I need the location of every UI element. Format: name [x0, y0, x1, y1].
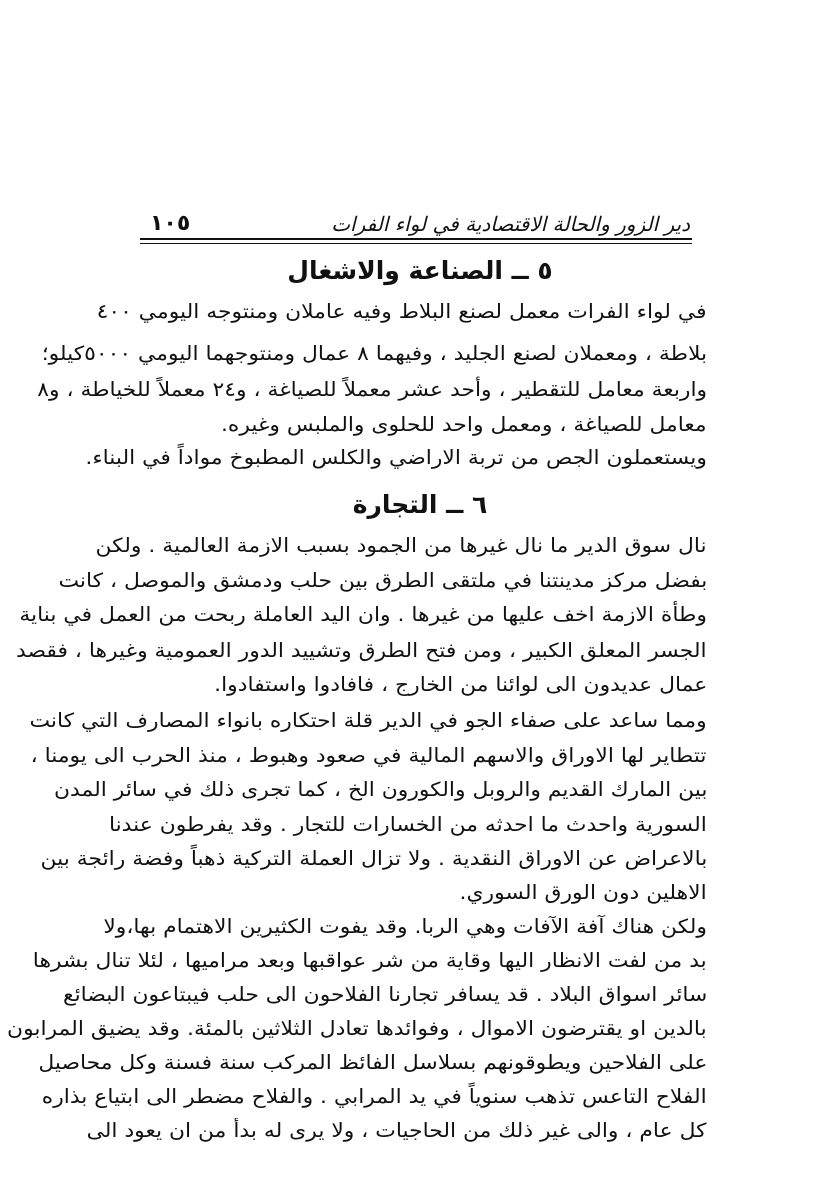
section-heading-commerce: ٦ ــ التجارة: [352, 490, 488, 519]
paragraph-line: ولكن هناك آفة الآفات وهي الربا. وقد يفوت الكثيرين الاهتمام بها،ولا: [103, 915, 707, 938]
paragraph-line: وطأة الازمة اخف عليها من غيرها . وان اليد العاملة ربحت من العمل في بناية: [19, 603, 707, 626]
header-rule: [140, 238, 692, 240]
paragraph-line: واربعة معامل للتقطير ، وأحد عشر معملاً للصياغة ، و٢٤ معملاً للخياطة ، و٨: [37, 378, 708, 401]
paragraph-line: معامل للصياغة ، ومعمل واحد للحلوى والملبس وغيره.: [221, 413, 707, 436]
paragraph-line: تتطاير لها الاوراق والاسهم المالية في صعود وهبوط ، منذ الحرب الى يومنا ،: [31, 744, 707, 767]
paragraph-line: بد من لفت الانظار اليها وقاية من شر عواقبها وبعد مراميها ، لئلا تنال بشرها: [33, 949, 707, 972]
paragraph-line: السورية واحدث ما احدثه من الخسارات للتجار . وقد يفرطون عندنا: [109, 813, 707, 836]
header-rule-thin: [140, 243, 692, 244]
paragraph-line: بلاطة ، ومعملان لصنع الجليد ، وفيهما ٨ عمال ومنتوجهما اليومي ٥٠٠٠كيلو؛: [41, 342, 707, 365]
paragraph-line: بفضل مركز مدينتنا في ملتقى الطرق بين حلب ودمشق والموصل ، كانت: [58, 569, 707, 592]
paragraph-line: بالدين او يقترضون الاموال ، وفوائدها تعادل الثلاثين بالمئة. وقد يضيق المرابون: [7, 1017, 707, 1040]
paragraph-line: على الفلاحين ويطوقونهم بسلاسل الفائظ المركب سنة فسنة وكل محاصيل: [37, 1051, 707, 1074]
paragraph-line: الفلاح التاعس تذهب سنوياً في يد المرابي . والفلاح مضطر الى ابتياع بذاره: [42, 1085, 707, 1108]
paragraph-line: الجسر المعلق الكبير ، ومن فتح الطرق وتشييد الدور العمومية وغيرها ، فقصد: [16, 639, 707, 662]
paragraph-line: بالاعراض عن الاوراق النقدية . ولا تزال العملة التركية ذهباً وفضة رائجة بين: [40, 847, 707, 870]
paragraph-line: نال سوق الدير ما نال غيرها من الجمود بسبب الازمة العالمية . ولكن: [95, 534, 707, 557]
paragraph-line: ويستعملون الجص من تربة الاراضي والكلس المطبوخ مواداً في البناء.: [85, 446, 707, 469]
paragraph-line: ومما ساعد على صفاء الجو في الدير قلة احتكاره بانواء المصارف التي كانت: [29, 709, 707, 732]
running-title: دير الزور والحالة الاقتصادية في لواء الفرات: [331, 212, 690, 236]
section-heading-industry: ٥ ــ الصناعة والاشغال: [287, 256, 553, 285]
paragraph-line: في لواء الفرات معمل لصنع البلاط وفيه عاملان ومنتوجه اليومي ٤٠٠: [97, 300, 707, 323]
paragraph-line: سائر اسواق البلاد . قد يسافر تجارنا الفلاحون الى حلب فيبتاعون البضائع: [62, 983, 707, 1006]
paragraph-line: عمال عديدون الى لوائنا من الخارج ، فافادوا واستفادوا.: [213, 673, 707, 696]
page-number: ١٠٥: [150, 211, 191, 236]
paragraph-line: بين المارك القديم والروبل والكورون الخ ، كما تجرى ذلك في سائر المدن: [53, 778, 707, 801]
paragraph-line: الاهلين دون الورق السوري.: [459, 881, 707, 904]
page-header: [150, 200, 690, 236]
paragraph-line: كل عام ، والى غير ذلك من الحاجيات ، ولا يرى له بدأ من ان يعود الى: [87, 1119, 707, 1142]
